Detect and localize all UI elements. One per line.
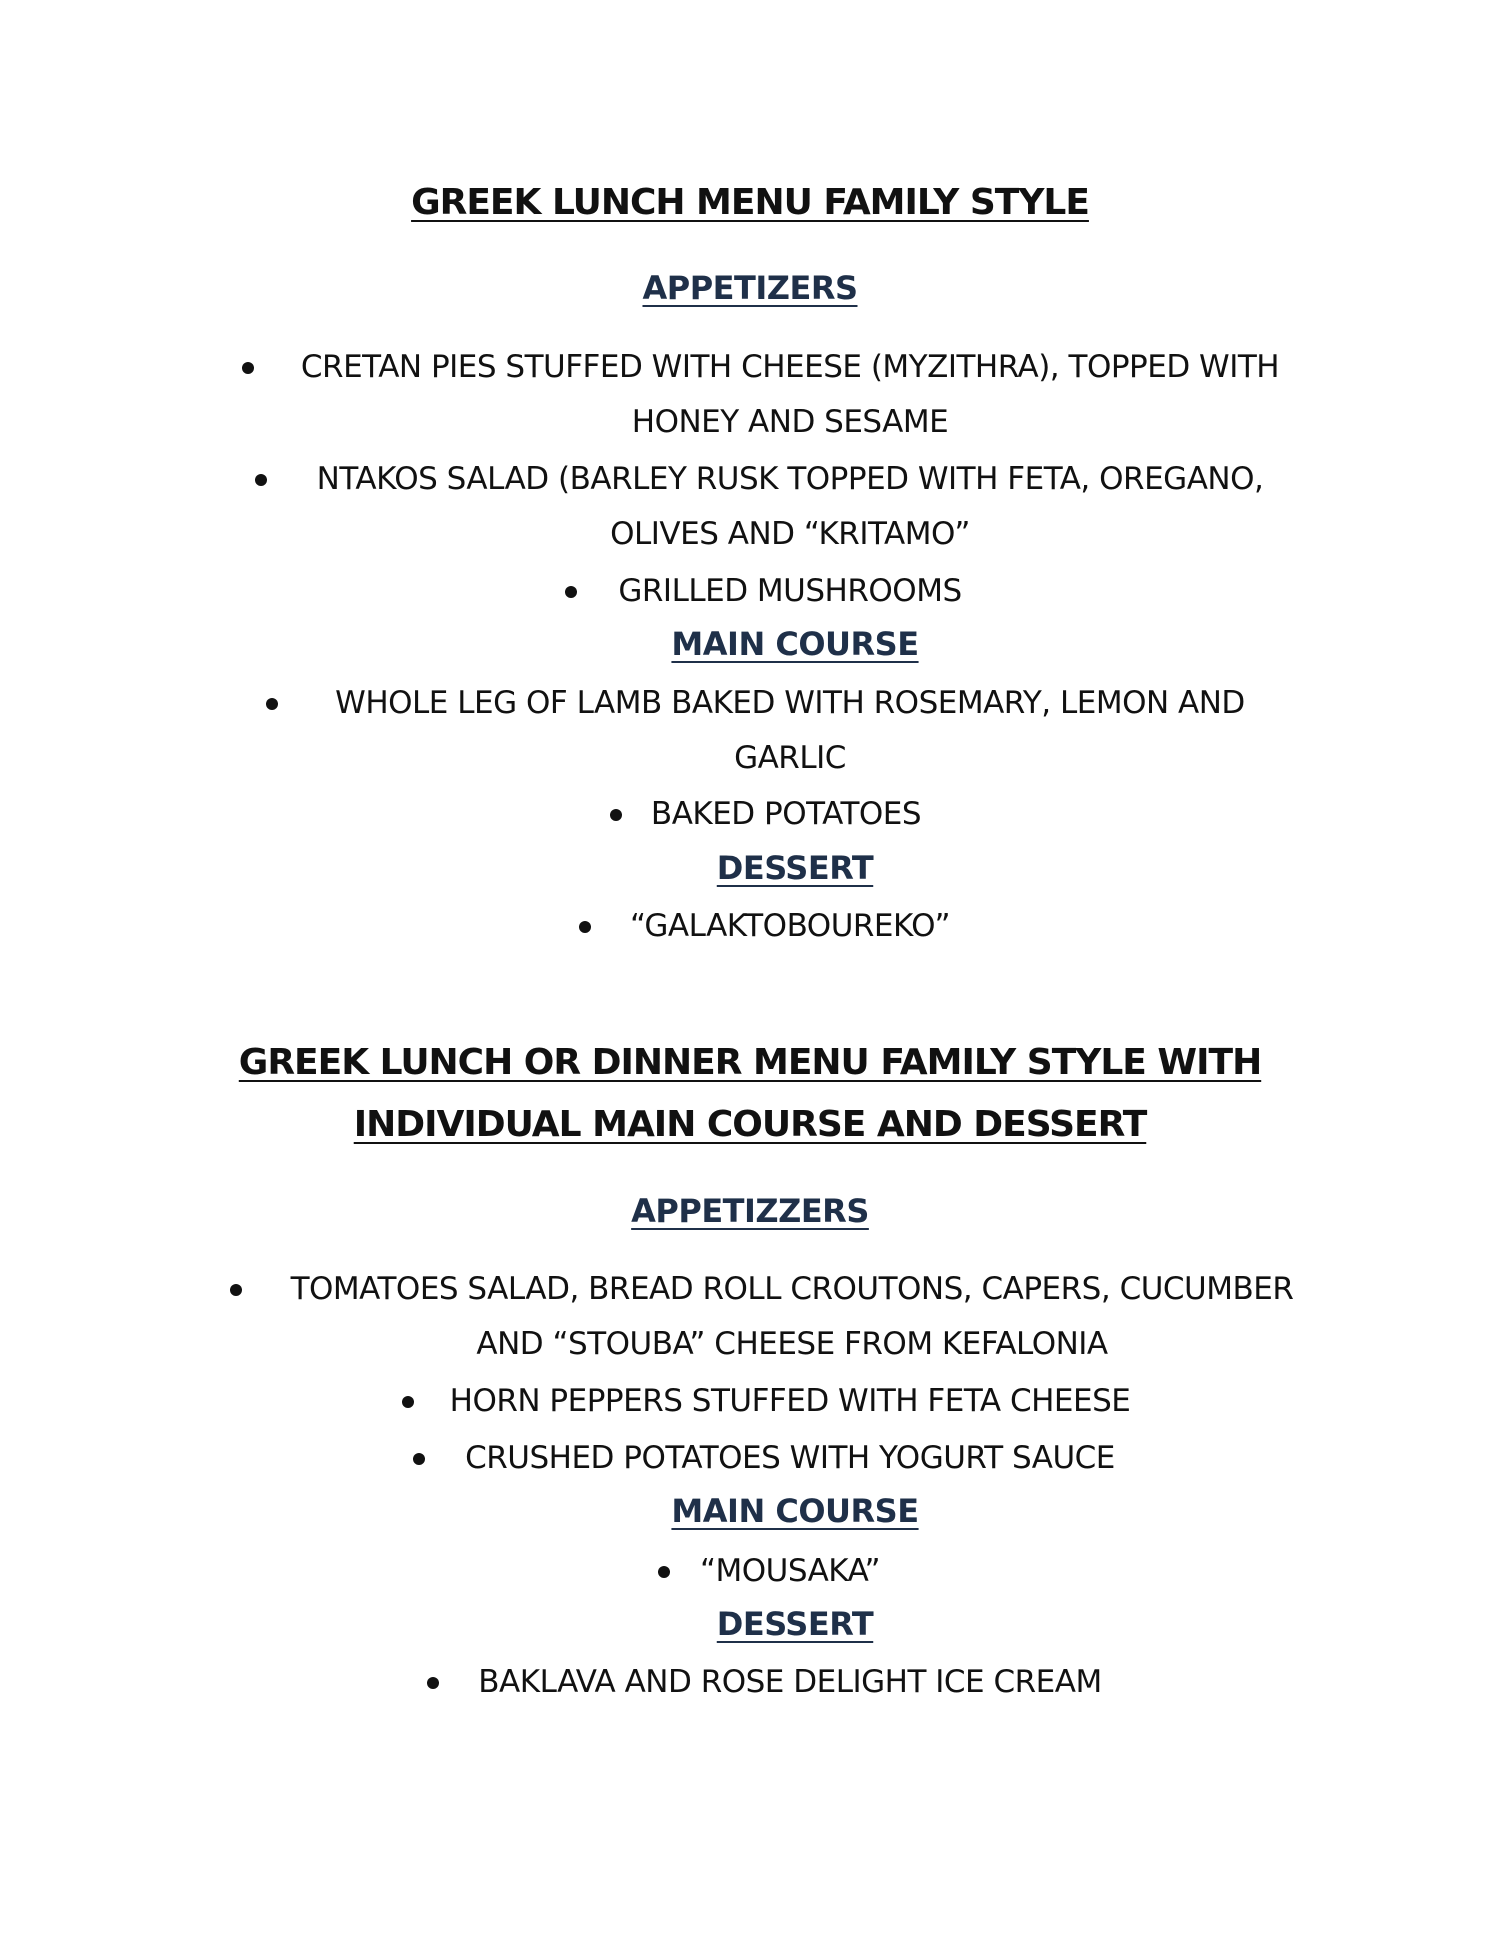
menu-item-text: HORN PEPPERS STUFFED WITH FETA CHEESE — [449, 1383, 1131, 1419]
menu1-title: GREEK LUNCH MENU FAMILY STYLE — [411, 182, 1089, 223]
bullet-icon — [255, 474, 267, 486]
menu2-title-line1: GREEK LUNCH OR DINNER MENU FAMILY STYLE WITH — [238, 1042, 1262, 1083]
bullet-icon — [565, 586, 577, 598]
menu-item-text: NTAKOS SALAD (BARLEY RUSK TOPPED WITH FETA, OREGANO, OLIVES AND “KRITAMO” — [316, 461, 1264, 552]
menu-item-text: “GALAKTOBOUREKO” — [629, 908, 951, 944]
bullet-icon — [427, 1677, 439, 1689]
menu-item-grilled-mushrooms — [590, 564, 990, 619]
menu2-title-line2: INDIVIDUAL MAIN COURSE AND DESSERT — [353, 1104, 1147, 1145]
menu-item-mousaka — [680, 1544, 900, 1599]
bullet-icon — [242, 362, 254, 374]
menu-item-text: GRILLED MUSHROOMS — [618, 573, 962, 609]
menu1-appetizers-heading: APPETIZERS — [642, 269, 858, 307]
menu-item-cretan-pies — [270, 340, 1310, 450]
menu2-main-heading: MAIN COURSE — [671, 1492, 919, 1530]
menu-item-text: BAKED POTATOES — [650, 796, 922, 832]
bullet-icon — [658, 1566, 670, 1578]
menu-item-baked-potatoes — [636, 787, 936, 842]
menu1-dessert-heading: DESSERT — [716, 849, 874, 887]
menu-item-text: WHOLE LEG OF LAMB BAKED WITH ROSEMARY, LEMON AND GARLIC — [335, 685, 1245, 776]
bullet-icon — [579, 921, 591, 933]
menu1-main-heading: MAIN COURSE — [671, 625, 919, 663]
bullet-icon — [230, 1284, 242, 1296]
bullet-icon — [413, 1453, 425, 1465]
menu-item-leg-of-lamb — [300, 676, 1280, 786]
menu-item-tomatoes-salad — [262, 1262, 1322, 1372]
menu-item-ntakos-salad — [290, 452, 1290, 562]
bullet-icon — [610, 809, 622, 821]
menu-item-galaktoboureko — [610, 899, 970, 954]
menu-item-text: BAKLAVA AND ROSE DELIGHT ICE CREAM — [478, 1664, 1102, 1700]
menu2-appetizers-heading: APPETIZZERS — [631, 1192, 869, 1230]
menu-item-text: CRETAN PIES STUFFED WITH CHEESE (MYZITHRA), TOPPED WITH HONEY AND SESAME — [300, 349, 1280, 440]
bullet-icon — [266, 698, 278, 710]
menu-item-crushed-potatoes — [440, 1431, 1140, 1486]
menu2-dessert-heading: DESSERT — [716, 1605, 874, 1643]
menu-item-text: “MOUSAKA” — [699, 1553, 881, 1589]
menu-item-text: CRUSHED POTATOES WITH YOGURT SAUCE — [465, 1440, 1115, 1476]
bullet-icon — [402, 1396, 414, 1408]
menu-item-horn-peppers — [430, 1374, 1150, 1429]
menu-item-baklava — [452, 1655, 1128, 1710]
menu-item-text: TOMATOES SALAD, BREAD ROLL CROUTONS, CAPERS, CUCUMBER AND “STOUBA” CHEESE FROM KEFALONIA — [290, 1271, 1294, 1362]
